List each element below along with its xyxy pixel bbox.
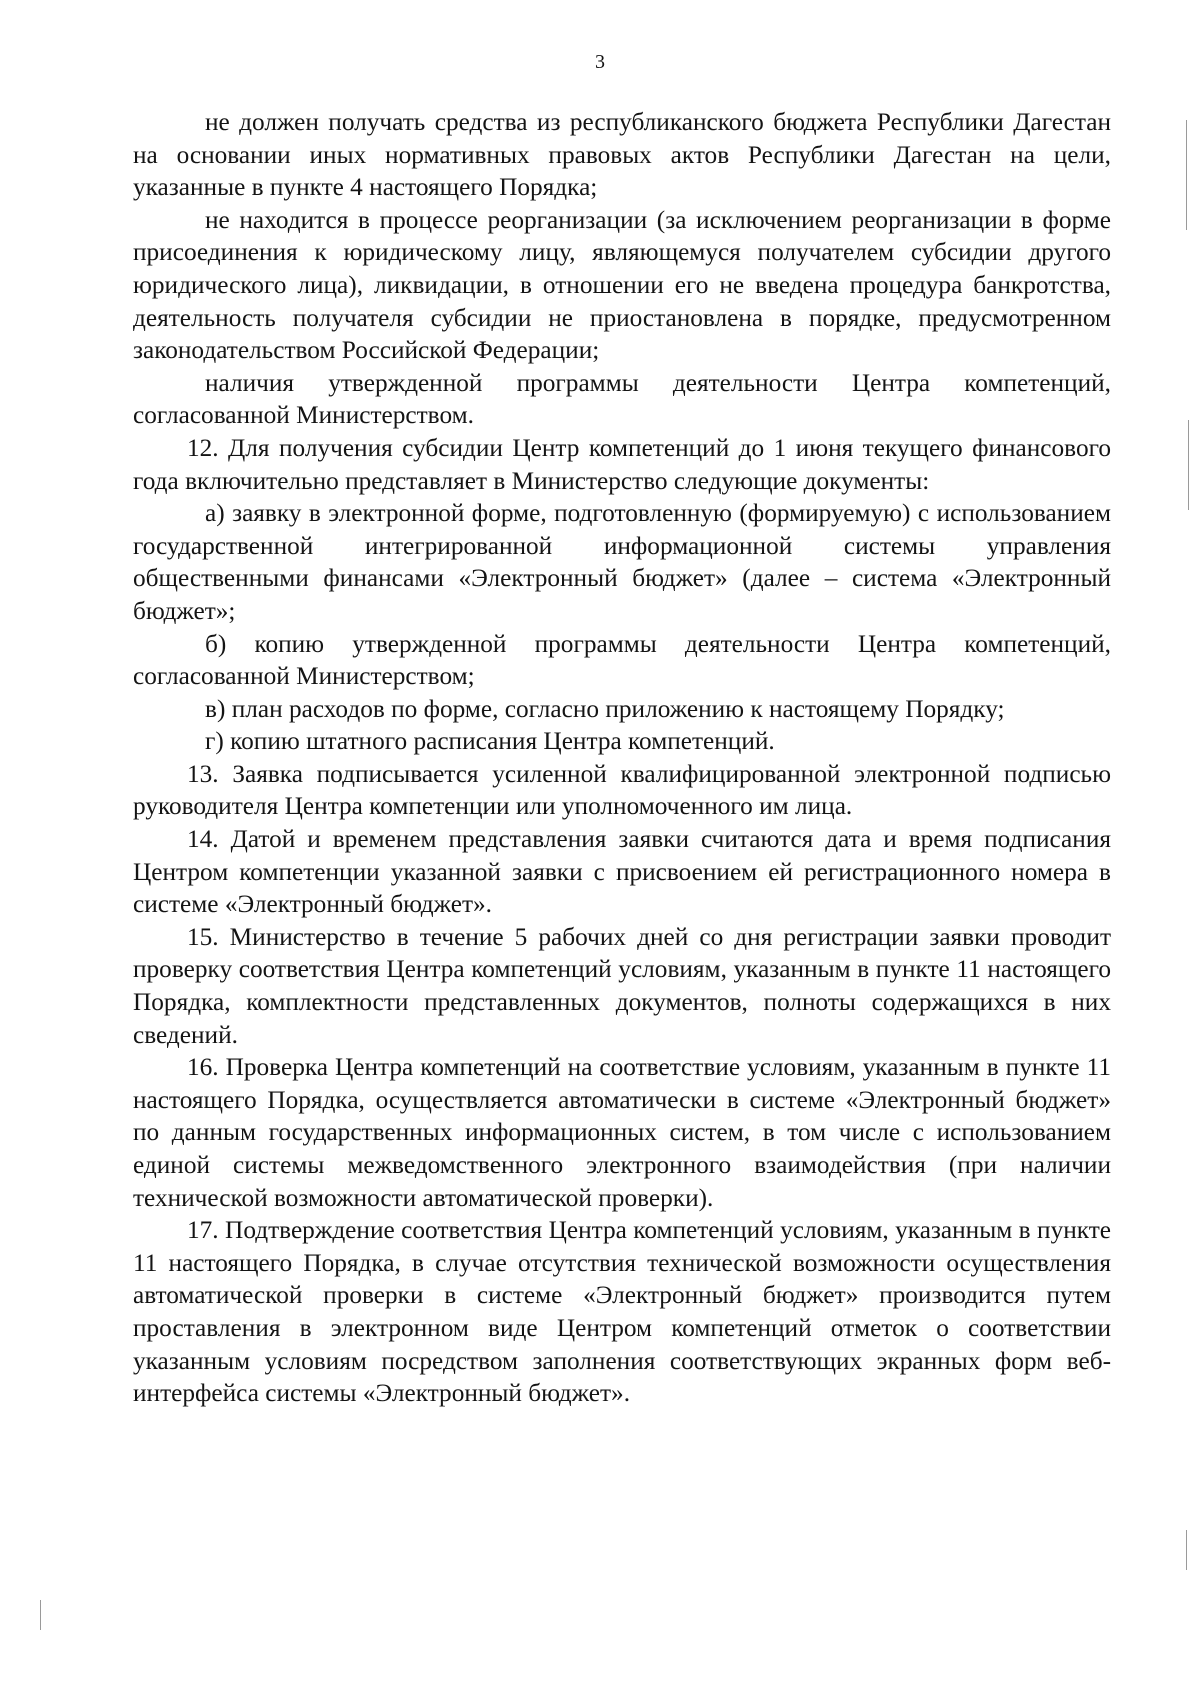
paragraph-12: 12. Для получения субсидии Центр компетенций до 1 июня текущего финансового года включительно представляет в Министерство следующие документы: bbox=[133, 433, 1111, 495]
paragraph-16: 16. Проверка Центра компетенций на соответствие условиям, указанным в пункте 11 настоящего Порядка, осуществляется автоматически в системе «Электронный бюджет» по данным государственных информационных систем, в том числе с использованием единой системы межведомственного электронного взаимодействия (при наличии технической возможности автоматической проверки). bbox=[133, 1053, 1111, 1212]
paragraph-17: 17. Подтверждение соответствия Центра компетенций условиям, указанным в пункте 11 настоящего Порядка, в случае отсутствия технической возможности осуществления автоматической проверки в системе «Электронный бюджет» производится путем проставления в электронном виде Центром компетенций отметок о соответствии указанным условиям посредством заполнения соответствующих экранных форм веб-интерфейса системы «Электронный бюджет». bbox=[133, 1216, 1111, 1408]
scan-edge-mark bbox=[1188, 420, 1189, 510]
scan-edge-mark bbox=[1186, 1530, 1187, 1570]
paragraph-condition-reorganization: не находится в процессе реорганизации (за исключением реорганизации в форме присоединения к юридическому лицу, являющемуся получателем субсидии другого юридического лица), ликвидации, в отношении его не введена процедура банкротства, деятельность получателя субсидии не приостановлена в порядке, предусмотренном законодательством Российской Федерации; bbox=[133, 205, 1111, 365]
document-body bbox=[133, 106, 1111, 1410]
scan-edge-mark bbox=[40, 1600, 41, 1630]
page-number: 3 bbox=[595, 51, 605, 73]
paragraph-12-v: в) план расходов по форме, согласно приложению к настоящему Порядку; bbox=[205, 694, 1005, 723]
scan-edge-mark bbox=[1186, 120, 1187, 230]
paragraph-15: 15. Министерство в течение 5 рабочих дней со дня регистрации заявки проводит проверку соответствия Центра компетенций условиям, указанным в пункте 11 настоящего Порядка, комплектности представленных документов, полноты содержащихся в них сведений. bbox=[133, 922, 1111, 1049]
paragraph-12-g: г) копию штатного расписания Центра компетенций. bbox=[205, 727, 775, 756]
paragraph-condition-budget: не должен получать средства из республиканского бюджета Республики Дагестан на основании иных нормативных правовых актов Республики Дагестан на цели, указанные в пункте 4 настоящего Порядка; bbox=[133, 108, 1111, 202]
paragraph-14: 14. Датой и временем представления заявки считаются дата и время подписания Центром компетенции указанной заявки с присвоением ей регистрационного номера в системе «Электронный бюджет». bbox=[133, 825, 1111, 919]
paragraph-13: 13. Заявка подписывается усиленной квалифицированной электронной подписью руководителя Центра компетенции или уполномоченного им лица. bbox=[133, 759, 1111, 821]
paragraph-12-b: б) копию утвержденной программы деятельности Центра компетенций, согласованной Министерством; bbox=[133, 629, 1111, 691]
paragraph-12-a: а) заявку в электронной форме, подготовленную (формируемую) с использованием государственной интегрированной информационной системы управления общественными финансами «Электронный бюджет» (далее – система «Электронный бюджет»; bbox=[133, 499, 1111, 625]
paragraph-condition-program: наличия утвержденной программы деятельности Центра компетенций, согласованной Министерством. bbox=[133, 368, 1111, 430]
